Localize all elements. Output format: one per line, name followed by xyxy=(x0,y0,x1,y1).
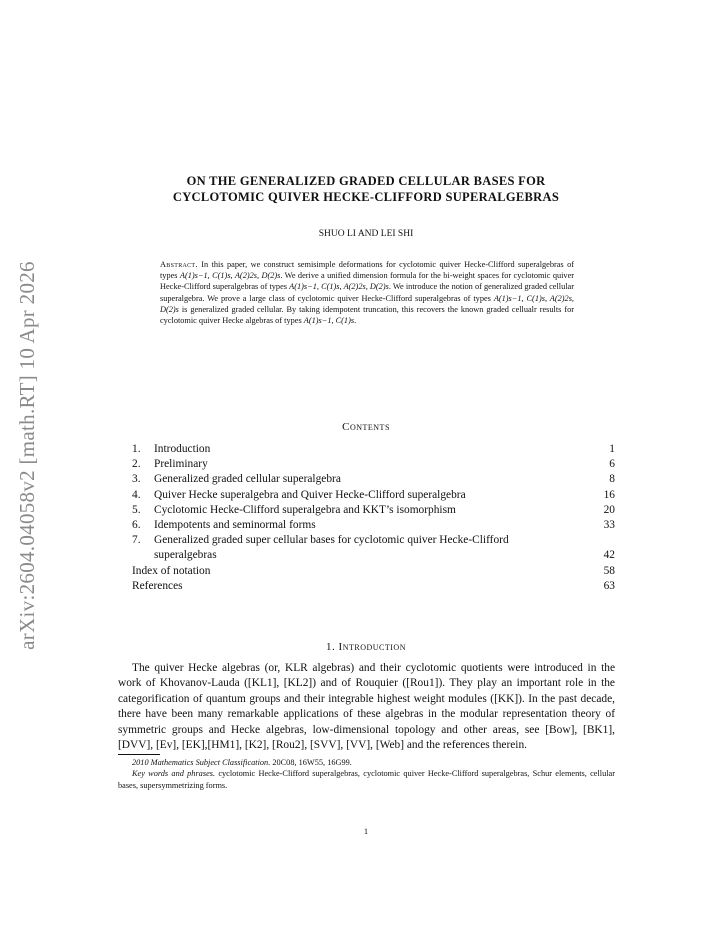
toc-item-page: 42 xyxy=(603,549,615,562)
arxiv-stamp xyxy=(12,245,42,665)
abstract-types-3: A(1)s−1, C(1)s, A(2)2s, D(2)s xyxy=(160,293,575,314)
toc-item[interactable] xyxy=(132,472,615,487)
abstract-part-2: . We derive a unified dimension formula for the bi-weight spaces for cyclotomic quiver Hecke-Clifford superalgebras of types xyxy=(160,271,575,292)
toc-item-number: 5. xyxy=(132,503,141,516)
footnotes xyxy=(118,757,615,791)
title-line-1: ON THE GENERALIZED GRADED CELLULAR BASES FOR xyxy=(186,174,546,188)
toc-item-title: References xyxy=(132,579,183,592)
abstract-types-4: A(1)s−1, C(1)s xyxy=(303,316,355,326)
toc-item-title: Quiver Hecke superalgebra and Quiver Hecke-Clifford superalgebra xyxy=(154,488,466,501)
keywords-value: cyclotomic Hecke-Clifford superalgebras, cyclotomic quiver Hecke-Clifford superalgebras, Schur elements, cellular bases, supersymmetrizing forms. xyxy=(118,769,615,790)
abstract-part-4: is generalized graded cellular. By taking idempotent truncation, this recovers the known graded cellualr results for cyclotomic quiver Hecke algebras of types xyxy=(160,304,574,326)
toc-item-number: 1. xyxy=(132,443,141,455)
toc-item[interactable] xyxy=(132,442,615,457)
toc-item[interactable] xyxy=(132,518,615,533)
authors: SHUO LI AND LEI SHI xyxy=(318,229,414,239)
toc-item-title: Generalized graded cellular superalgebra xyxy=(154,473,341,486)
abstract-part-1: In this paper, we construct semisimple deformations for cyclotomic quiver Hecke-Clifford superalgebras of types xyxy=(160,260,575,281)
toc-item-title: Cyclotomic Hecke-Clifford superalgebra and KKT’s isomorphism xyxy=(154,503,456,516)
toc-item-page: 63 xyxy=(603,579,615,592)
abstract-part-3: . We introduce the notion of generalized graded cellular superalgebra. We prove a large class of cyclotomic quiver Hecke-Clifford superalgebras of types xyxy=(160,282,574,303)
toc-item[interactable] xyxy=(132,564,615,579)
toc-item[interactable] xyxy=(132,503,615,518)
page-number: 1 xyxy=(363,826,369,836)
footnote-msc xyxy=(118,757,615,768)
toc-item[interactable] xyxy=(132,457,615,472)
toc-item[interactable] xyxy=(132,533,615,548)
toc-item-number: 2. xyxy=(132,458,141,471)
toc-item-page: 6 xyxy=(609,458,615,471)
toc-item-page: 58 xyxy=(603,564,615,577)
toc-item-page: 16 xyxy=(603,488,615,501)
toc-item-title: Preliminary xyxy=(154,458,208,471)
abstract-types-2: A(1)s−1, C(1)s, A(2)2s, D(2)s xyxy=(289,282,389,292)
toc-item-number: 4. xyxy=(132,488,141,501)
toc-item-title: Idempotents and seminormal forms xyxy=(154,519,316,532)
toc-item-title: Index of notation xyxy=(132,564,211,577)
abstract-types-1: A(1)s−1, C(1)s, A(2)2s, D(2)s xyxy=(179,271,281,281)
toc-item-number: 6. xyxy=(132,519,141,532)
abstract xyxy=(160,259,574,326)
toc-item-title-cont: superalgebras xyxy=(154,549,217,562)
footnote-rule xyxy=(118,754,160,755)
toc-item[interactable] xyxy=(132,488,615,503)
msc-value: 20C08, 16W55, 16G99. xyxy=(270,758,352,767)
toc-item-page: 1 xyxy=(609,443,615,455)
keywords-label: Key words and phrases. xyxy=(132,769,216,779)
title-line-2: CYCLOTOMIC QUIVER HECKE-CLIFFORD SUPERALGEBRAS xyxy=(172,190,560,204)
footnote-keywords xyxy=(118,768,615,791)
toc-item-page: 33 xyxy=(603,519,615,532)
toc-item-number: 3. xyxy=(132,473,141,486)
toc-item-continuation[interactable] xyxy=(132,548,615,563)
introduction-paragraph: The quiver Hecke algebras (or, KLR algebras) and their cyclotomic quotients were introduced in the work of Khovanov-Lauda ([KL1], [KL2]) and of Rouquier ([Rou1]). They play an important role in the categorification of quantum groups and their integrable highest weight modules ([KK]). In the past decade, there have been many remarkable applications of these algebras in the modular representation theory of symmetric groups and Hecke algebras, low-dimensional topology and other areas, see [Bow], [BK1], [DVV], [Ev], [EK],[HM1], [K2], [Rou2], [SVV], [VV], [Web] and the references therein. xyxy=(118,662,615,752)
table-of-contents xyxy=(132,442,615,594)
arxiv-stamp-text: arXiv:2604.04058v2 [math.RT] 10 Apr 2026 xyxy=(14,260,39,650)
toc-item-page: 20 xyxy=(603,503,615,516)
toc-item-title: Generalized graded super cellular bases for cyclotomic quiver Hecke-Clifford xyxy=(154,534,509,547)
contents-heading: Contents xyxy=(342,421,390,433)
toc-item-page: 8 xyxy=(609,473,615,486)
msc-label: 2010 Mathematics Subject Classification. xyxy=(132,758,271,767)
toc-item-number: 7. xyxy=(132,534,141,547)
abstract-part-5: . xyxy=(354,316,357,326)
section-heading-introduction: 1. Introduction xyxy=(326,641,406,653)
paper-title xyxy=(118,173,614,205)
toc-item[interactable] xyxy=(132,579,615,594)
abstract-label: Abstract. xyxy=(160,260,198,269)
toc-item-title: Introduction xyxy=(154,443,211,455)
